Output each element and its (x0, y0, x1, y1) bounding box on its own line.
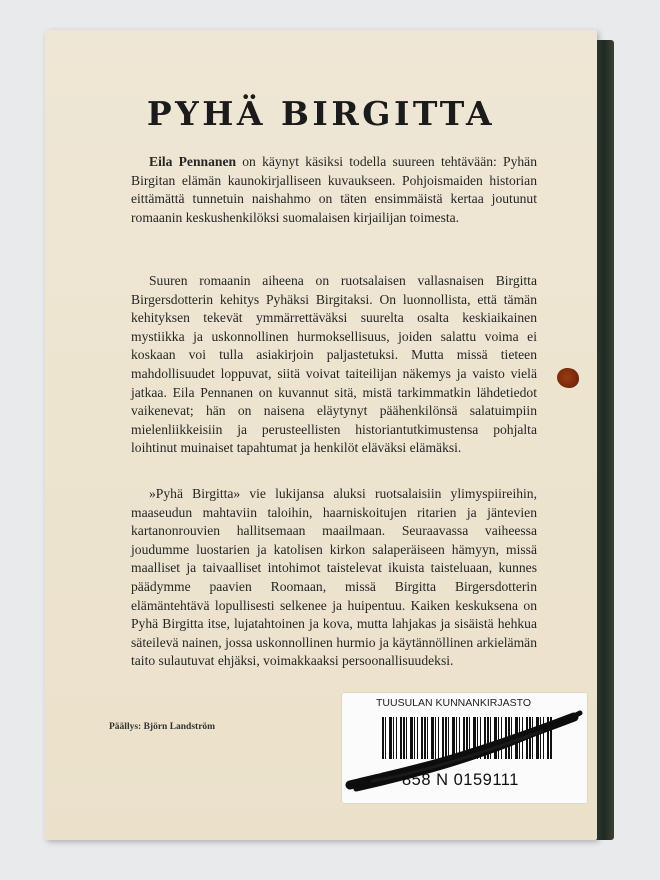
book-title: PYHÄ BIRGITTA (146, 94, 496, 133)
blurb-paragraph-3 (131, 485, 537, 671)
marker-scribble (342, 693, 587, 803)
library-name: TUUSULAN KUNNANKIRJASTO (376, 697, 531, 709)
blurb-paragraph-1 (131, 153, 537, 227)
cover-designer-credit: Päällys: Björn Landström (109, 722, 216, 732)
library-barcode-sticker (342, 693, 587, 803)
blurb-paragraph-2 (131, 272, 537, 458)
paragraph-text: Suuren romaanin aiheena on ruotsalaisen vallasnaisen Birgitta Birgersdotterin kehitys Pyhäksi Birgitaksi. On luonnollista, että tämän kehityksen tekevät ymmärrettäväksi suurelta osalta keskiaikainen mystiikka ja uskonnollinen hurmoksellisuus, joiden salattu voima ei koskaan voi tulla asiakirjoin paljastetuksi. Mutta missä tieteen mahdollisuudet loppuvat, siitä voivat taiteilijan näkemys ja vaisto vielä jatkaa. Eila Pennanen on kuvannut sitä, mistä tarkimmatkin lähdetiedot vaikenevat; hän on naisena eläytynyt päähenkilönsä salatuimpiin mielenliikkeisiin ja perusteellisten historiantutkimustensa pohjalta loihtinut muinaiset tapahtumat ja henkilöt eläväksi elämäksi. (131, 273, 537, 456)
paragraph-text: »Pyhä Birgitta» vie lukijansa aluksi ruotsalaisiin ylimyspiireihin, maaseudun mahtaviin taloihin, haarniskoitujen ritarien ja jäntevien kartanonrouvien hallitsemaan maailmaan. Seuraavassa vaiheessa joudumme luostarien ja katolisen kirkon salaperäiseen hämyyn, missä maalliset ja taivaalliset intohimot taistelevat ikuista taisteluaan, kunnes päädymme paavien Roomaan, missä Birgitta Birgersdotterin elämäntehtävä lopullisesti selkenee ja huipentuu. Kaiken keskuksena on Pyhä Birgitta itse, lujatahtoinen ja kova, mutta lahjakas ja sisäistä hehkua säteilevä nainen, jossa uskonnollinen hurmio ja käytännöllinen arkielämän taito sulautuvat ehjäksi, voimakkaaksi persoonallisuudeksi. (131, 486, 537, 669)
author-name: Eila Pennanen (149, 154, 237, 169)
paragraph-text: on käynyt käsiksi todella suureen tehtävään: Pyhän Birgitan elämän kaunokirjalliseen kuvaukseen. Pohjoismaiden historian eittämättä tunnetuin naishahmo on täten ensimmäistä kertaa joutunut romaanin keskushenkilöksi suomalaisen kirjailijan toimesta. (131, 154, 537, 225)
barcode-number: 858 N 0159111 (402, 771, 519, 789)
rust-stain (557, 368, 579, 388)
book-back-cover (45, 30, 597, 840)
